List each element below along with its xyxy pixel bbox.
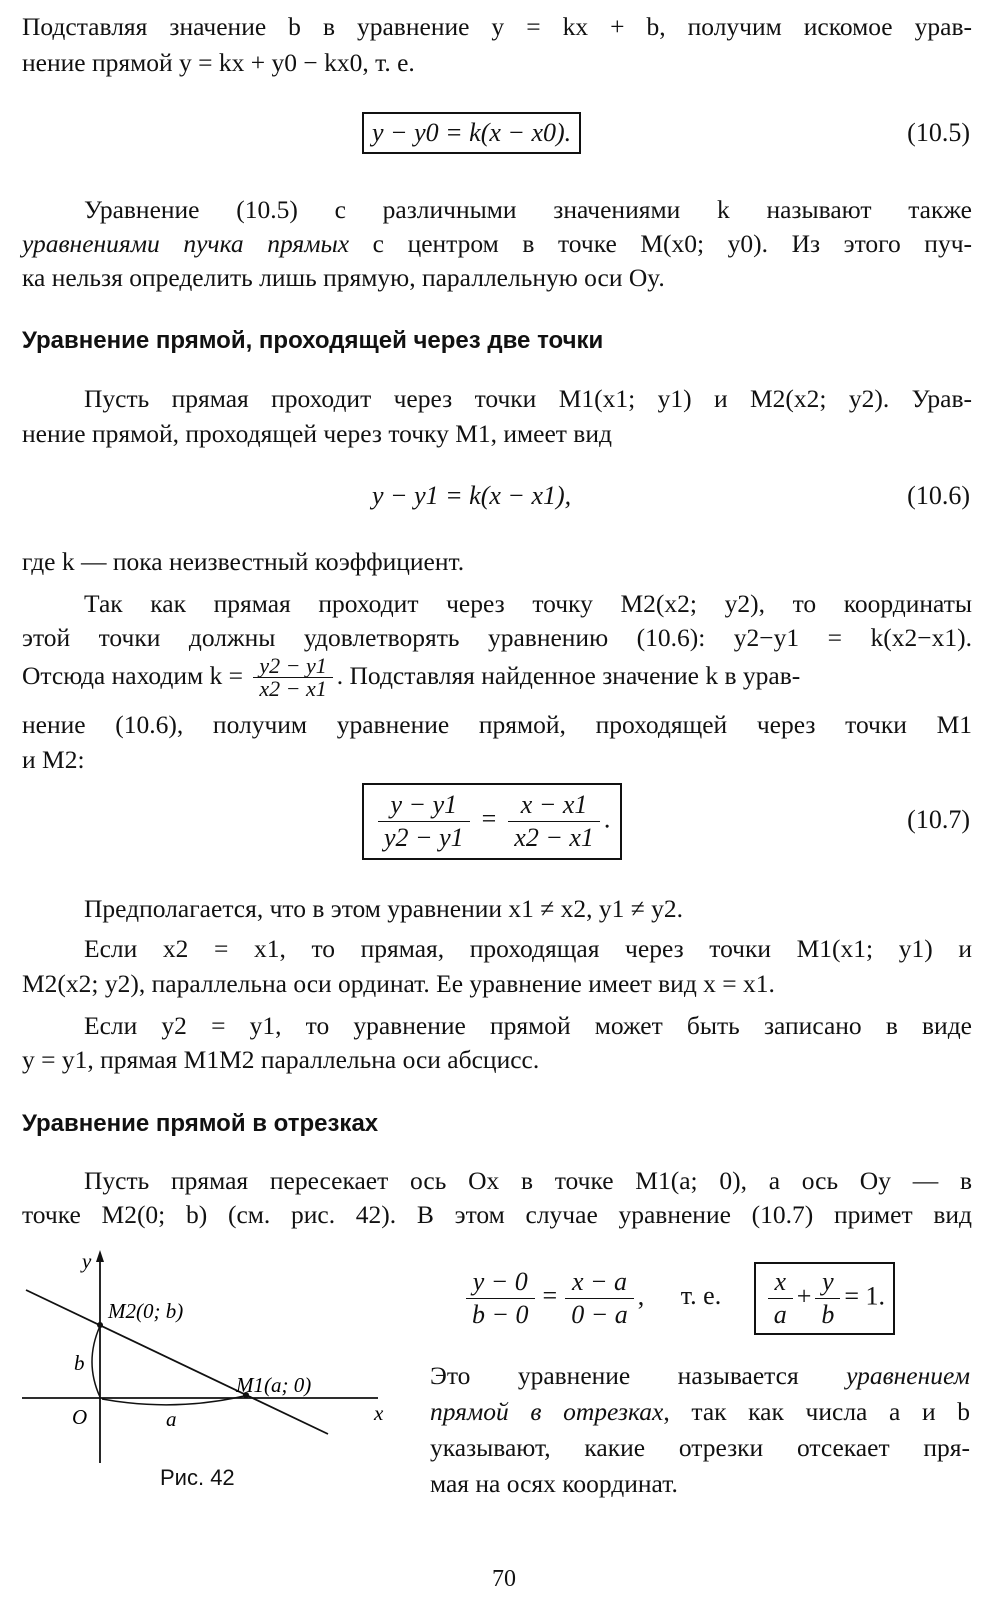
equation-intercept <box>462 1262 895 1335</box>
label-origin: O <box>72 1405 88 1429</box>
period-sign: . <box>603 804 611 834</box>
equation-10-7-right-fraction <box>508 789 600 854</box>
equation-10-5 <box>362 112 581 154</box>
paragraph-8-line-2: y = y1, прямая M1M2 параллельна оси абсцисс. <box>22 1045 540 1074</box>
paragraph-10-line-4: мая на осях координат. <box>430 1469 678 1498</box>
paragraph-7-line-2: M2(x2; y2), параллельна оси ординат. Ее уравнение имеет вид x = x1. <box>22 969 775 998</box>
equation-10-7-left-fraction <box>378 789 470 854</box>
paragraph-9-line-1: Пусть прямая пересекает ось Ox в точке M1(a; 0), а ось Oy — в <box>84 1166 972 1195</box>
paragraph-5-line-2: этой точки должны удовлетворять уравнению (10.6): y2−y1 = k(x2−x1). <box>22 623 972 652</box>
paragraph-5-line-3-start: Отсюда находим k = <box>22 661 244 690</box>
equation-10-7-left-numerator: y − y1 <box>378 789 470 822</box>
figure-42-caption: Рис. 42 <box>160 1465 235 1490</box>
slope-numerator: y2 − y1 <box>253 655 332 678</box>
label-te: т. е. <box>680 1281 722 1311</box>
equation-10-7-left-denominator: y2 − y1 <box>384 823 464 852</box>
intercept-fraction-4 <box>815 1266 840 1331</box>
paragraph-2-line-2-rest: с центром в точке M(x0; y0). Из этого пуч- <box>349 229 973 258</box>
equation-10-5-number: (10.5) <box>907 118 970 147</box>
paragraph-5-line-5: и M2: <box>22 745 85 774</box>
paragraph-10 <box>430 1358 970 1502</box>
equation-10-7-number: (10.7) <box>907 805 970 834</box>
segment-b-arc <box>92 1326 100 1397</box>
equation-10-7 <box>362 783 622 860</box>
intercept-numerator-4: y <box>815 1266 840 1299</box>
paragraph-10-line-3: указывают, какие отрезки отсекает пря- <box>430 1433 970 1462</box>
term-beam-of-lines: уравнениями пучка прямых <box>22 229 350 258</box>
paragraph-10-line-2 <box>430 1394 970 1430</box>
intercept-boxed-result <box>754 1262 895 1335</box>
paragraph-5-line-1: Так как прямая проходит через точку M2(x2; y2), то координаты <box>84 589 972 618</box>
intercept-numerator-3: x <box>768 1266 793 1299</box>
y-axis-arrow-icon <box>96 1250 104 1262</box>
paragraph-6: Предполагается, что в этом уравнении x1 ≠ x2, y1 ≠ y2. <box>84 894 684 923</box>
paragraph-10-line-1-start: Это уравнение называется <box>430 1361 847 1390</box>
paragraph-3-line-1: Пусть прямая проходит через точки M1(x1; y1) и M2(x2; y2). Урав- <box>84 384 972 413</box>
intercept-numerator-1: y − 0 <box>466 1266 535 1299</box>
paragraph-2-line-1: Уравнение (10.5) с различными значениями k называют также <box>84 195 972 224</box>
equation-10-6-number: (10.6) <box>907 481 970 510</box>
intercept-rhs: = 1. <box>844 1281 886 1311</box>
label-y: y <box>82 1249 92 1273</box>
paragraph-10-line-1 <box>430 1358 970 1394</box>
equation-10-7-box <box>362 783 622 860</box>
intercept-fraction-1 <box>466 1266 535 1331</box>
intercept-denominator-4: b <box>821 1300 835 1329</box>
intercept-fraction-3 <box>768 1266 793 1331</box>
intercept-denominator-2: 0 − a <box>571 1300 628 1329</box>
intercept-denominator-3: a <box>773 1300 787 1329</box>
paragraph-2-line-2 <box>22 227 972 261</box>
plus-sign: + <box>796 1281 812 1311</box>
slope-denominator: x2 − x1 <box>259 676 327 701</box>
equation-10-7-right-numerator: x − x1 <box>508 789 600 822</box>
equation-10-5-formula: y − y0 = k(x − x0). <box>362 112 581 154</box>
intercept-denominator-1: b − 0 <box>472 1300 529 1329</box>
paragraph-7-line-1: Если x2 = x1, то прямая, проходящая через точки M1(x1; y1) и <box>84 934 972 963</box>
intercept-numerator-2: x − a <box>565 1266 634 1299</box>
label-m1: M1(a; 0) <box>236 1373 312 1397</box>
paragraph-8-line-1: Если y2 = y1, то уравнение прямой может быть записано в виде <box>84 1011 972 1040</box>
equation-10-6-formula: y − y1 = k(x − x1), <box>372 481 572 510</box>
paragraph-1-line-2: нение прямой y = kx + y0 − kx0, т. е. <box>22 48 415 77</box>
term-intercept-equation: уравнением <box>846 1361 970 1390</box>
equals-sign: = <box>481 804 497 834</box>
paragraph-3-line-2: нение прямой, проходящей через точку M1, имеет вид <box>22 419 612 448</box>
paragraph-1-line-1: Подставляя значение b в уравнение y = kx + b, получим искомое урав- <box>22 12 972 41</box>
paragraph-5-line-3 <box>22 655 972 703</box>
paragraph-5-line-4: нение (10.6), получим уравнение прямой, проходящей через точки M1 <box>22 710 972 739</box>
heading-two-points: Уравнение прямой, проходящей через две точки <box>22 327 604 354</box>
intercept-fraction-2 <box>565 1266 634 1331</box>
heading-intercept-form: Уравнение прямой в отрезках <box>22 1110 379 1137</box>
label-x: x <box>374 1401 384 1425</box>
paragraph-9-line-2: точке M2(0; b) (см. рис. 42). В этом случае уравнение (10.7) примет вид <box>22 1200 972 1229</box>
paragraph-5-line-3-end: . Подставляя найденное значение k в урав- <box>336 661 801 690</box>
slope-fraction <box>253 655 332 700</box>
paragraph-10-line-2-rest: , так как числа a и b <box>663 1397 970 1426</box>
paragraph-4: где k — пока неизвестный коэффициент. <box>22 547 465 576</box>
figure-42-drawing <box>18 1248 398 1468</box>
page-number: 70 <box>492 1566 516 1592</box>
paragraph-2-line-3: ка нельзя определить лишь прямую, параллельную оси Oy. <box>22 263 665 292</box>
equals-sign-1: = <box>542 1281 558 1311</box>
label-m2: M2(0; b) <box>108 1299 184 1323</box>
label-b: b <box>74 1351 85 1375</box>
term-in-segments: прямой в отрезках <box>430 1397 664 1426</box>
label-a: a <box>166 1407 177 1431</box>
equation-10-7-right-denominator: x2 − x1 <box>514 823 594 852</box>
comma-sign: , <box>637 1281 645 1311</box>
